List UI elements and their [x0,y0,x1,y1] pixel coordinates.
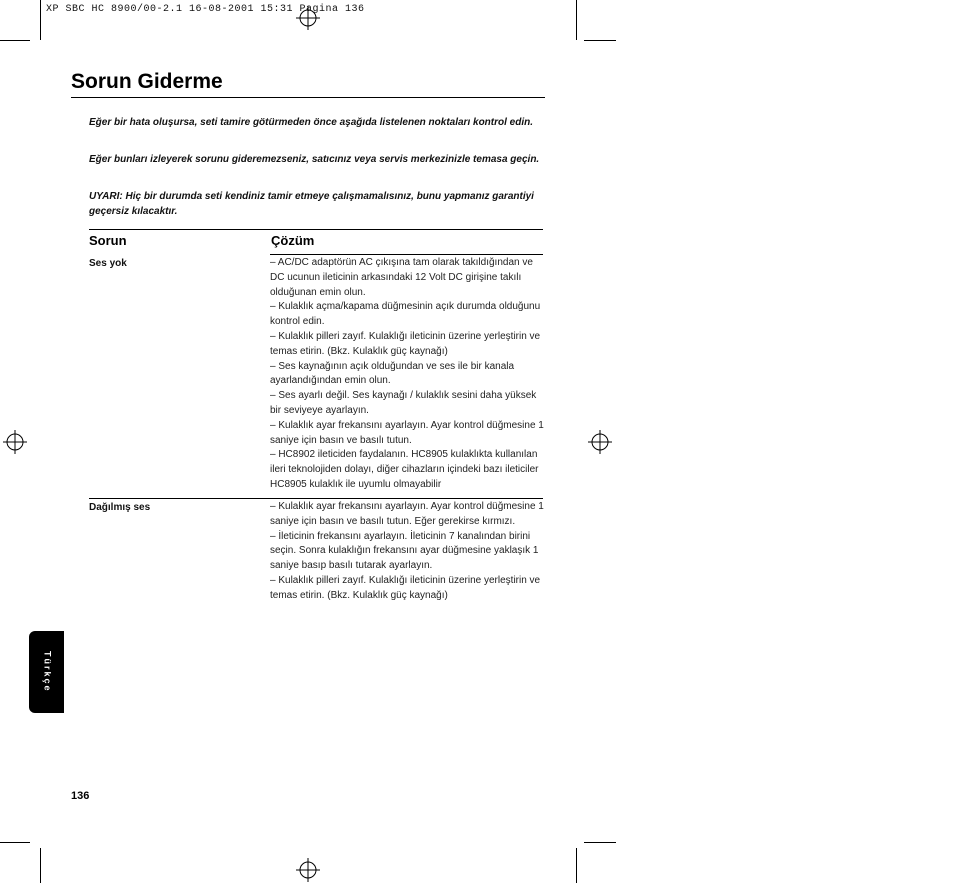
registration-mark-icon [296,858,320,882]
title-rule [71,97,545,98]
table-top-rule [89,229,543,230]
intro-paragraph: Eğer bunları izleyerek sorunu gideremezseniz, satıcınız veya servis merkezinizle temasa geçin. [89,154,540,165]
solution-item: – AC/DC adaptörün AC çıkışına tam olarak takıldığından ve DC ucunun ileticinin arkasındaki 12 Volt DC girişine takılı olduğunan emin olun. [270,257,533,298]
solution-item: – İleticinin frekansını ayarlayın. İleticinin 7 kanalından birini seçin. Sonra kulaklığın frekansını ayar düğmesine yaklaşık 1 saniye basıp basılı tutarak ayarlayın. [270,530,539,572]
solution-item: – Kulaklık ayar frekansını ayarlayın. Ayar kontrol düğmesine 1 saniye için basın ve basılı tutun. Eğer gerekirse kırmızı. [270,501,544,527]
table-row-solution [270,256,546,493]
intro-paragraph: Eğer bir hata oluşursa, seti tamire götürmeden önce aşağıda listelenen noktaları kontrol edin. [89,117,534,128]
crop-mark [40,848,41,883]
solution-item: – Kulaklık açma/kapama düğmesinin açık durumda olduğunu kontrol edin. [270,301,541,328]
row-rule [89,498,543,499]
crop-mark [576,0,577,40]
solution-item: – Kulaklık pilleri zayıf. Kulaklığı ileticinin üzerine yerleştirin ve temas etirin. (Bkz. Kulaklık güç kaynağı) [270,330,541,357]
registration-mark-icon [588,430,612,454]
solution-item: – Ses kaynağının açık olduğundan ve ses ile bir kanala ayarlandığından emin olun. [270,360,515,387]
language-tab-text: Türkçe [42,651,53,693]
registration-mark-icon [3,430,27,454]
language-tab-label [30,631,65,713]
column-header-solution: Çözüm [271,233,315,248]
print-header: XP SBC HC 8900/00-2.1 16-08-2001 15:31 Pagina 136 [46,4,365,15]
intro-paragraph: UYARI: Hiç bir durumda seti kendiniz tamir etmeye çalışmamalısınız, bunu yapmanız garantiyi geçersiz kılacaktır. [89,191,534,217]
table-row-solution [270,500,546,604]
crop-mark [584,40,616,41]
solution-item: – Kulaklık ayar frekansını ayarlayın. Ayar kontrol düğmesine 1 saniye için basın ve basılı tutun. [270,419,544,446]
crop-mark [576,848,577,883]
column-header-problem: Sorun [89,233,127,248]
table-row-problem: Ses yok [89,258,127,269]
page-number: 136 [71,790,90,802]
crop-mark [0,842,30,843]
crop-mark [0,40,30,41]
crop-mark [40,0,41,40]
solution-item: – Kulaklık pilleri zayıf. Kulaklığı ileticinin üzerine yerleştirin ve temas etirin. (Bkz. Kulaklık güç kaynağı) [270,574,541,601]
solution-item: – Ses ayarlı değil. Ses kaynağı / kulaklık sesini daha yüksek bir seviyeye ayarlayın. [270,390,537,416]
page-title: Sorun Giderme [71,70,223,93]
table-row-problem: Dağılmış ses [89,502,151,513]
solution-item: – HC8902 ileticiden faydalanın. HC8905 kulaklıkta kullanılan ileri teknolojiden dolayı, diğer cihazların içindeki bazı ileticiler HC8905 kulaklık ile uyumlu olmayabilir [270,449,539,490]
crop-mark [584,842,616,843]
row-rule [270,254,543,255]
